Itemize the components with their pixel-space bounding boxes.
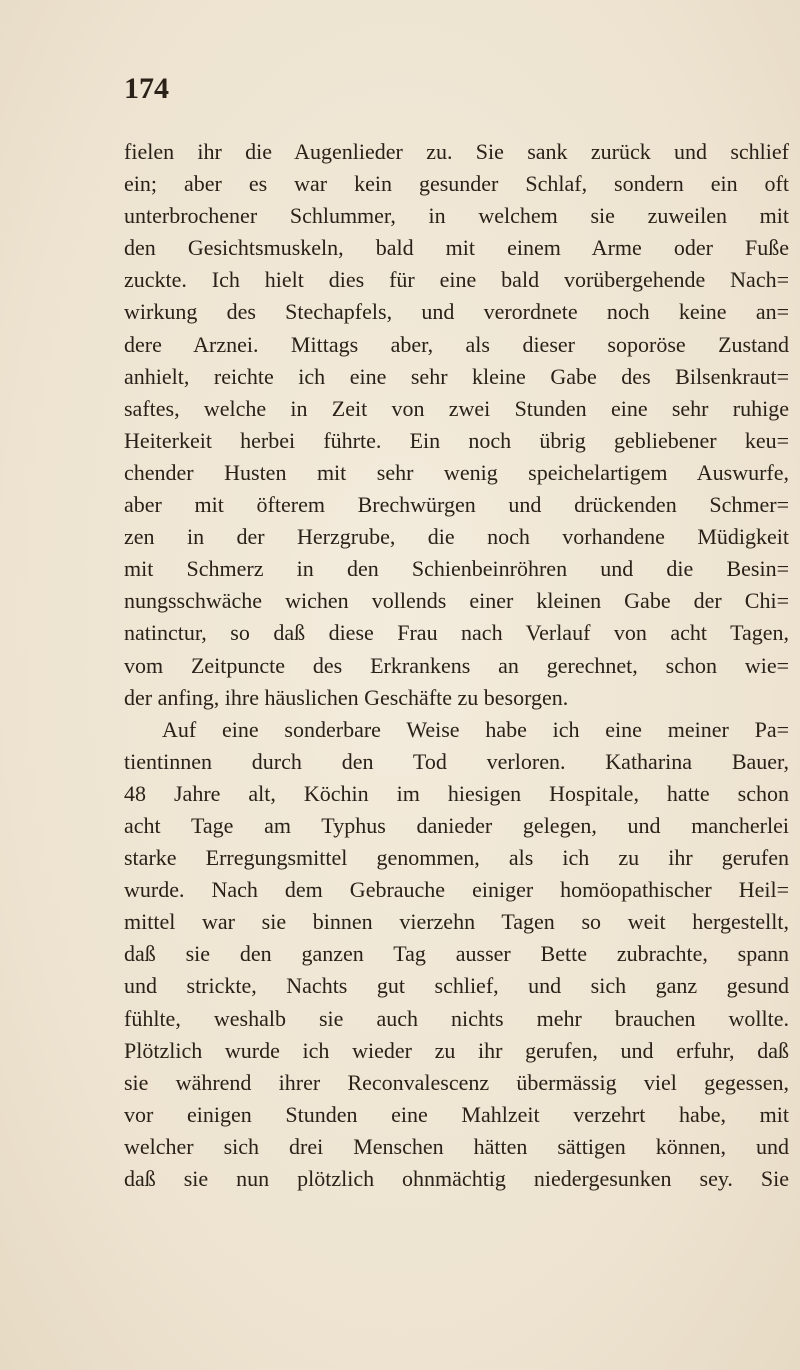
text-line: vom Zeitpuncte des Erkrankens an gerechnet, schon wie=	[124, 652, 789, 678]
text-line: saftes, welche in Zeit von zwei Stunden eine sehr ruhige	[124, 395, 789, 421]
text-line: Plötzlich wurde ich wieder zu ihr gerufen, und erfuhr, daß	[124, 1037, 789, 1063]
text-line: nungsschwäche wichen vollends einer kleinen Gabe der Chi=	[124, 588, 789, 614]
text-line: daß sie nun plötzlich ohnmächtig niedergesunken sey. Sie	[124, 1166, 789, 1191]
text-line: unterbrochener Schlummer, in welchem sie zuweilen mit	[124, 203, 789, 229]
text-line: wurde. Nach dem Gebrauche einiger homöopathischer Heil=	[124, 877, 789, 903]
text-line: wirkung des Stechapfels, und verordnete noch keine an=	[124, 299, 789, 325]
text-line: daß sie den ganzen Tag ausser Bette zubrachte, spann	[124, 941, 789, 967]
text-line: 48 Jahre alt, Köchin im hiesigen Hospitale, hatte schon	[124, 780, 789, 806]
text-line: den Gesichtsmuskeln, bald mit einem Arme oder Fuße	[124, 235, 789, 261]
text-line: der anfing, ihre häuslichen Geschäfte zu besorgen.	[124, 684, 569, 710]
text-line: fielen ihr die Augenlieder zu. Sie sank zurück und schlief	[124, 139, 789, 164]
text-line: welcher sich drei Menschen hätten sättigen können, und	[124, 1133, 789, 1159]
text-line: Auf eine sonderbare Weise habe ich eine meiner Pa=	[162, 716, 789, 742]
text-line: sie während ihrer Reconvalescenz übermässig viel gegessen,	[124, 1069, 789, 1095]
text-line: fühlte, weshalb sie auch nichts mehr brauchen wollte.	[124, 1005, 789, 1031]
page-number: 174	[124, 72, 169, 105]
text-line: starke Erregungsmittel genommen, als ich zu ihr gerufen	[124, 845, 789, 871]
text-line: anhielt, reichte ich eine sehr kleine Gabe des Bilsenkraut=	[124, 363, 789, 389]
body-text	[124, 136, 789, 1195]
text-line: Heiterkeit herbei führte. Ein noch übrig gebliebener keu=	[124, 427, 789, 453]
text-line: mit Schmerz in den Schienbeinröhren und die Besin=	[124, 556, 789, 582]
text-line: dere Arznei. Mittags aber, als dieser soporöse Zustand	[124, 331, 789, 357]
text-line: chender Husten mit sehr wenig speichelartigem Auswurfe,	[124, 459, 789, 485]
text-line: vor einigen Stunden eine Mahlzeit verzehrt habe, mit	[124, 1101, 789, 1127]
text-line: und strickte, Nachts gut schlief, und sich ganz gesund	[124, 973, 789, 999]
text-line: ein; aber es war kein gesunder Schlaf, sondern ein oft	[124, 171, 789, 197]
text-line: aber mit öfterem Brechwürgen und drückenden Schmer=	[124, 492, 789, 518]
text-line: acht Tage am Typhus danieder gelegen, und mancherlei	[124, 812, 789, 838]
text-line: mittel war sie binnen vierzehn Tagen so weit hergestellt,	[124, 909, 789, 935]
text-line: zen in der Herzgrube, die noch vorhandene Müdigkeit	[124, 524, 789, 550]
text-line: natinctur, so daß diese Frau nach Verlauf von acht Tagen,	[124, 620, 789, 646]
text-line: tientinnen durch den Tod verloren. Katharina Bauer,	[124, 748, 789, 774]
text-line: zuckte. Ich hielt dies für eine bald vorübergehende Nach=	[124, 267, 789, 293]
